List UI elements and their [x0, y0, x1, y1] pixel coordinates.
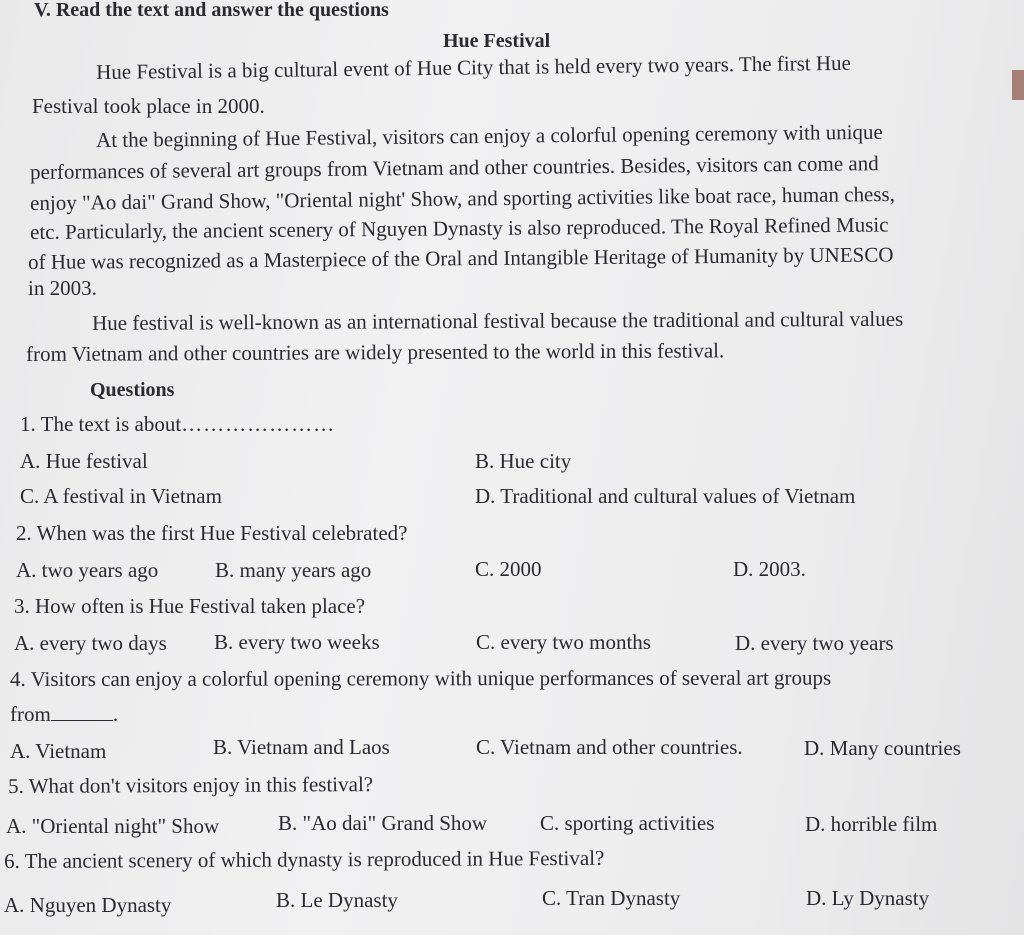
option-d: D. Traditional and cultural values of Vietnam	[475, 484, 856, 508]
passage-line: enjoy "Ao dai" Grand Show, "Oriental night' Show, and sporting activities like boat race, human chess,	[29, 181, 896, 215]
answer-blank	[51, 706, 113, 721]
option-b: B. many years ago	[215, 558, 372, 582]
section-header: V. Read the text and answer the questions	[34, 0, 389, 21]
option-c: C. Tran Dynasty	[542, 886, 681, 910]
option-d: D. Many countries	[804, 736, 961, 760]
question-text: 4. Visitors can enjoy a colorful opening ceremony with unique performances of several art groups	[9, 665, 832, 691]
question-text: 5. What don't visitors enjoy in this festival?	[7, 772, 374, 798]
option-b: B. "Ao dai" Grand Show	[278, 811, 488, 835]
passage-line: from Vietnam and other countries are widely presented to the world in this festival.	[25, 338, 725, 366]
option-a: A. Nguyen Dynasty	[4, 893, 172, 917]
passage-line: of Hue was recognized as a Masterpiece of the Oral and Intangible Heritage of Humanity by UNESCO	[27, 242, 894, 274]
passage-line: At the beginning of Hue Festival, visitors can enjoy a colorful opening ceremony with unique	[95, 119, 883, 152]
option-b: B. Le Dynasty	[276, 888, 398, 912]
page-corner-mark	[1012, 70, 1024, 100]
option-d: D. Ly Dynasty	[806, 886, 930, 910]
option-a: A. every two days	[14, 631, 167, 655]
question-prompt-end: from	[10, 702, 51, 726]
question-text-continued	[10, 704, 118, 725]
option-c: C. sporting activities	[540, 811, 715, 835]
option-d: D. every two years	[735, 631, 894, 655]
question-text	[20, 414, 335, 435]
option-a: A. Vietnam	[10, 739, 107, 763]
question-text: 3. How often is Hue Festival taken place?	[14, 594, 366, 618]
option-a: A. Hue festival	[20, 449, 148, 473]
passage-line: etc. Particularly, the ancient scenery of Nguyen Dynasty is also reproduced. The Royal Refined Music	[29, 212, 889, 244]
option-b: B. every two weeks	[214, 630, 380, 654]
option-c: C. Vietnam and other countries.	[476, 735, 743, 759]
answer-blank: …………………	[181, 412, 336, 436]
question-period: .	[112, 702, 119, 726]
option-a: A. two years ago	[16, 558, 159, 582]
option-d: D. horrible film	[805, 812, 938, 836]
option-a: A. "Oriental night" Show	[6, 814, 220, 838]
option-d: D. 2003.	[733, 557, 806, 581]
questions-heading: Questions	[90, 379, 175, 401]
question-text: 6. The ancient scenery of which dynasty is reproduced in Hue Festival?	[3, 845, 605, 873]
passage-line: Hue festival is well-known as an international festival because the traditional and cultural values	[91, 306, 904, 335]
passage-title: Hue Festival	[443, 30, 551, 52]
option-c: C. 2000	[475, 557, 542, 581]
passage-line: Hue Festival is a big cultural event of Hue City that is held every two years. The first Hue	[95, 50, 852, 84]
option-b: B. Hue city	[475, 449, 572, 473]
passage-line: Festival took place in 2000.	[32, 94, 265, 118]
question-text: 2. When was the first Hue Festival celebrated?	[16, 521, 408, 545]
question-prompt: 1. The text is about	[20, 412, 182, 436]
passage-line: in 2003.	[28, 276, 97, 300]
option-b: B. Vietnam and Laos	[213, 735, 390, 759]
option-c: C. every two months	[476, 630, 651, 654]
option-c: C. A festival in Vietnam	[20, 484, 222, 508]
passage-line: performances of several art groups from Vietnam and other countries. Besides, visitors can come and	[29, 151, 879, 184]
